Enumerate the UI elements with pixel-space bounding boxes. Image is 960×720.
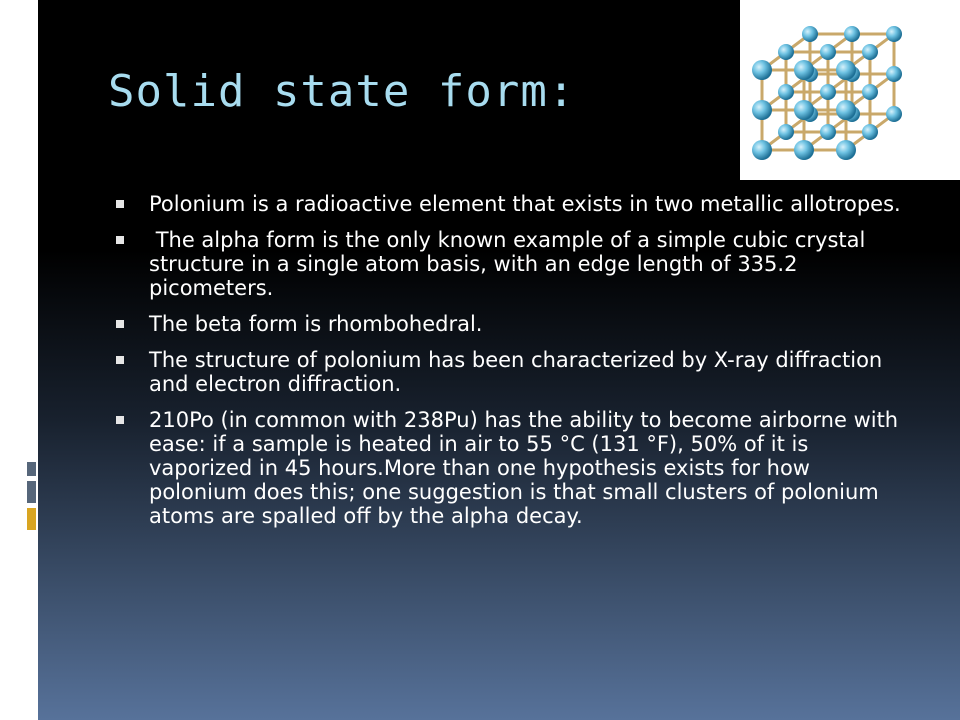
bullet-list: [113, 192, 903, 540]
bullet-marker: [116, 236, 124, 244]
lattice-atom: [836, 140, 856, 160]
lattice-atom: [778, 84, 794, 100]
lattice-atom: [778, 44, 794, 60]
lattice-atom: [862, 84, 878, 100]
bullet-text: The structure of polonium has been characterized by X-ray diffraction and electron diffraction.: [149, 348, 883, 396]
bullet-text: Polonium is a radioactive element that exists in two metallic allotropes.: [149, 192, 901, 216]
lattice-atom: [886, 26, 902, 42]
bullet-item: [113, 348, 903, 396]
lattice-atom: [862, 124, 878, 140]
bullet-item: [113, 228, 903, 300]
accent-bar-gold: [27, 508, 36, 530]
lattice-atom: [862, 44, 878, 60]
bullet-marker: [116, 356, 124, 364]
lattice-atom: [752, 140, 772, 160]
lattice-atom: [844, 26, 860, 42]
bullet-item: [113, 192, 903, 216]
bullet-text: 210Po (in common with 238Pu) has the ability to become airborne with ease: if a sample is heated in air to 55 °C (131 °F), 50% of it is vaporized in 45 hours.More than one hypothesis exists for how polonium does this; one suggestion is that small clusters of polonium atoms are spalled off by the alpha decay.: [149, 408, 899, 528]
bullet-marker: [116, 320, 124, 328]
lattice-atom: [794, 60, 814, 80]
left-decorative-strip: [0, 0, 38, 720]
simple-cubic-lattice-icon: [740, 0, 960, 180]
bullet-text: The alpha form is the only known example of a simple cubic crystal structure in a single atom basis, with an edge length of 335.2 picometers.: [149, 228, 873, 300]
lattice-atom: [802, 26, 818, 42]
accent-bar-gray: [27, 462, 36, 476]
lattice-atom: [752, 100, 772, 120]
accent-bar-gray: [27, 481, 36, 503]
lattice-atom: [794, 140, 814, 160]
lattice-atom: [778, 124, 794, 140]
bullet-marker: [116, 416, 124, 424]
bullet-marker: [116, 200, 124, 208]
bullet-item: [113, 312, 903, 336]
lattice-graphic: [740, 0, 960, 180]
lattice-atom: [820, 84, 836, 100]
lattice-atom: [886, 66, 902, 82]
lattice-atom: [820, 124, 836, 140]
lattice-atom: [820, 44, 836, 60]
lattice-atom: [836, 100, 856, 120]
lattice-atom: [886, 106, 902, 122]
lattice-atom: [752, 60, 772, 80]
lattice-atom: [794, 100, 814, 120]
left-accent-bars: [27, 462, 36, 535]
bullet-text: The beta form is rhombohedral.: [149, 312, 483, 336]
lattice-atom: [836, 60, 856, 80]
slide-title: Solid state form:: [108, 66, 576, 117]
bullet-item: [113, 408, 903, 528]
